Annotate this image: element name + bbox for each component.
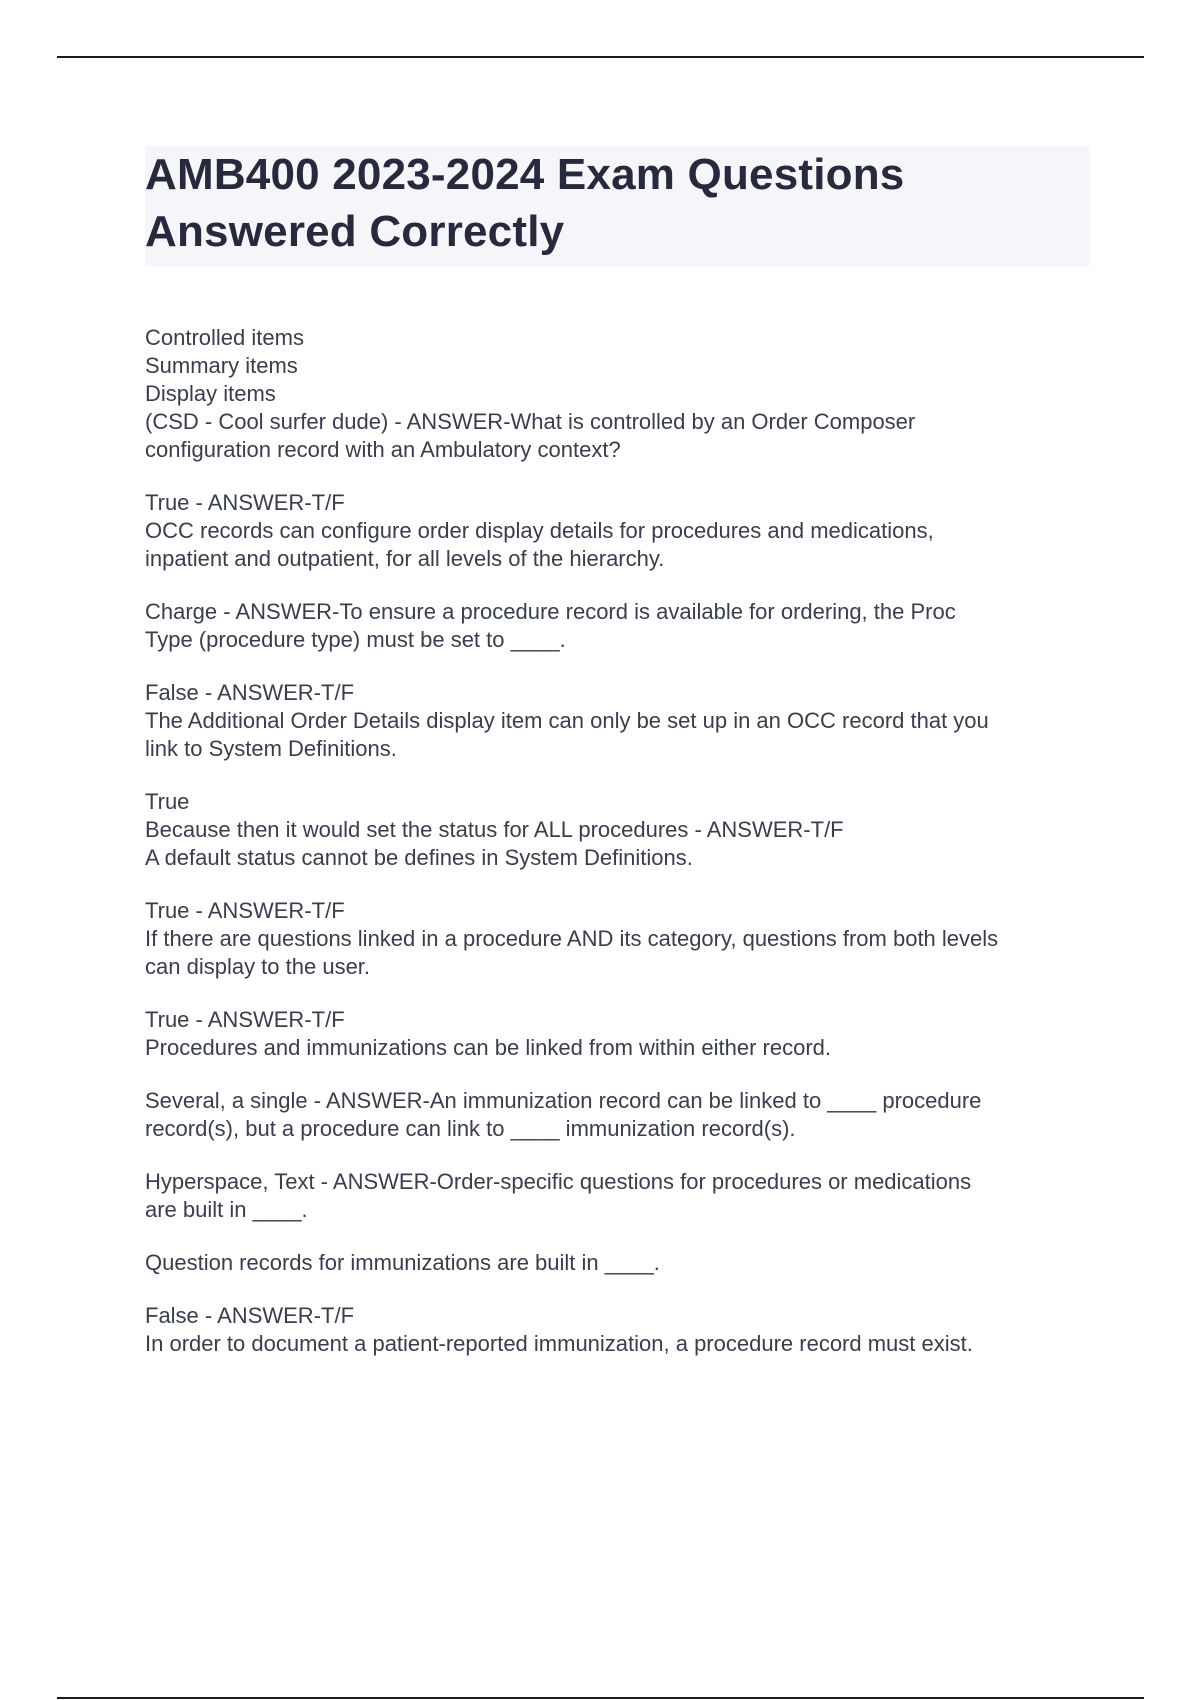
qa-line: If there are questions linked in a procedure AND its category, questions from both levels [145,926,999,951]
title-line: Answered Correctly [145,207,565,256]
qa-line: Question records for immunizations are built in ____. [145,1250,660,1275]
qa-item [145,1006,1090,1062]
qa-item [145,1249,1090,1277]
qa-line: Display items [145,381,276,406]
qa-line: Controlled items [145,325,304,350]
qa-line: inpatient and outpatient, for all levels of the hierarchy. [145,546,665,571]
qa-item [145,598,1090,654]
footer-rule [57,1697,1144,1699]
qa-line: The Additional Order Details display item can only be set up in an OCC record that you [145,708,989,733]
qa-line: Hyperspace, Text - ANSWER-Order-specific questions for procedures or medications [145,1169,972,1194]
qa-line: Procedures and immunizations can be linked from within either record. [145,1035,831,1060]
title-block [145,146,1090,266]
qa-line: True - ANSWER-T/F [145,490,345,515]
header-rule [57,56,1144,58]
qa-line: can display to the user. [145,954,371,979]
page-title [145,146,1086,260]
qa-line: are built in ____. [145,1197,308,1222]
title-line: AMB400 2023-2024 Exam Questions [145,150,905,199]
qa-line: Type (procedure type) must be set to ____. [145,627,566,652]
qa-line: True [145,789,190,814]
qa-line: False - ANSWER-T/F [145,1303,355,1328]
qa-line: Summary items [145,353,298,378]
qa-line: link to System Definitions. [145,736,397,761]
qa-line: Because then it would set the status for ALL procedures - ANSWER-T/F [145,817,844,842]
qa-item [145,1302,1090,1358]
qa-item [145,897,1090,981]
qa-item [145,788,1090,872]
qa-line: (CSD - Cool surfer dude) - ANSWER-What is controlled by an Order Composer [145,409,916,434]
qa-line: False - ANSWER-T/F [145,680,355,705]
qa-line: In order to document a patient-reported immunization, a procedure record must exist. [145,1331,973,1356]
qa-line: True - ANSWER-T/F [145,1007,345,1032]
qa-line: record(s), but a procedure can link to ____ immunization record(s). [145,1116,796,1141]
qa-line: Charge - ANSWER-To ensure a procedure record is available for ordering, the Proc [145,599,956,624]
document-body [145,146,1090,1383]
qa-item [145,1087,1090,1143]
qa-item [145,679,1090,763]
qa-item [145,489,1090,573]
qa-line: True - ANSWER-T/F [145,898,345,923]
qa-line: Several, a single - ANSWER-An immunization record can be linked to ____ procedure [145,1088,982,1113]
qa-list [145,324,1090,1358]
qa-line: OCC records can configure order display details for procedures and medications, [145,518,934,543]
qa-item [145,324,1090,464]
qa-item [145,1168,1090,1224]
qa-line: configuration record with an Ambulatory context? [145,437,621,462]
qa-line: A default status cannot be defines in System Definitions. [145,845,693,870]
